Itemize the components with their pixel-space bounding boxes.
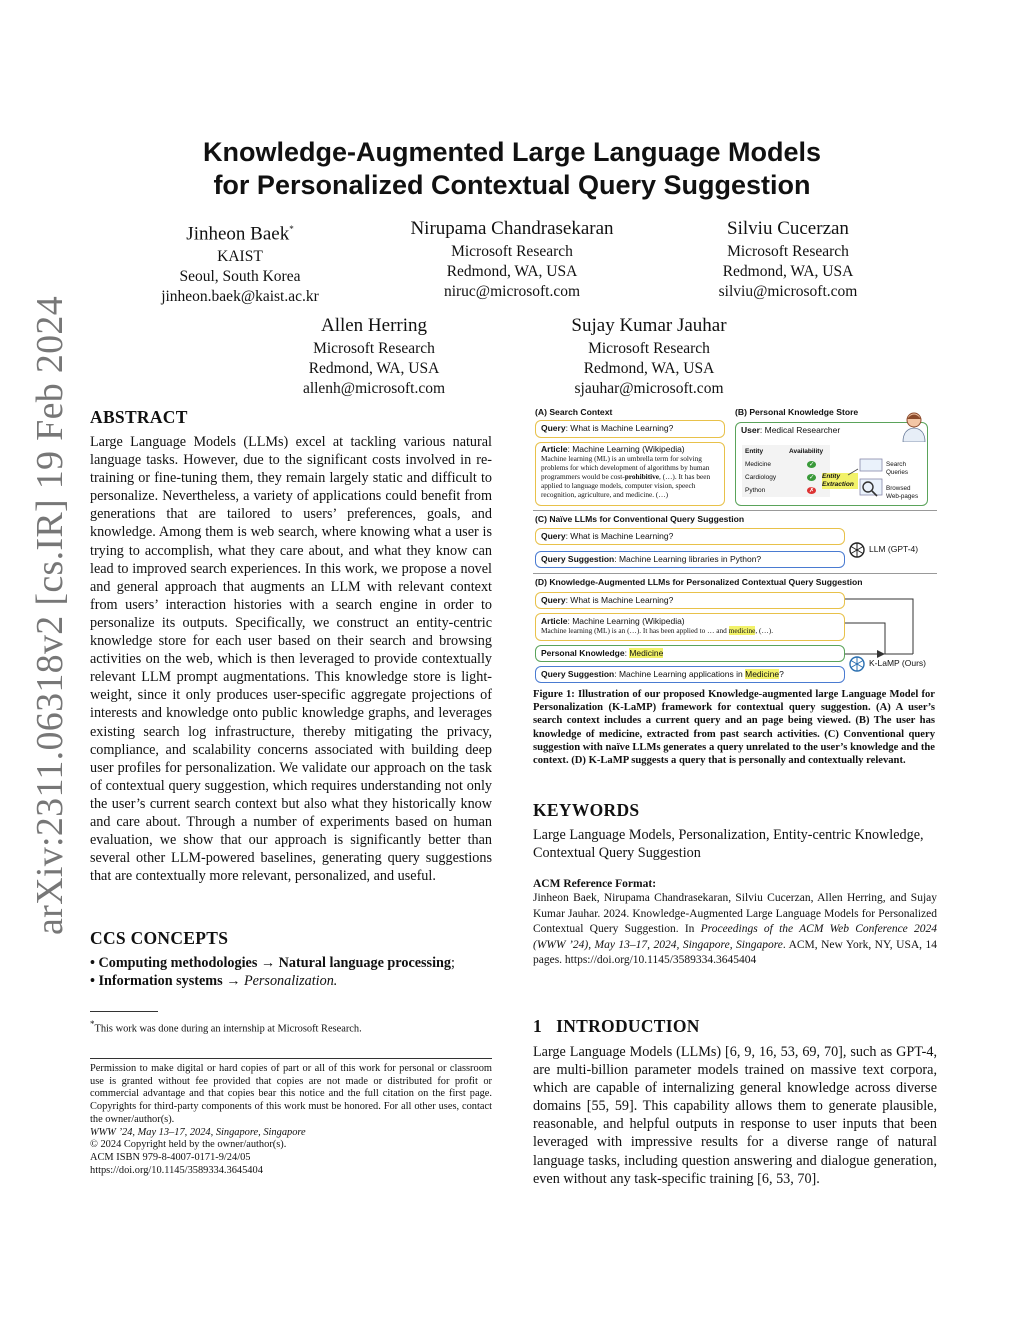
paper-title [120,136,904,202]
ccs-arrow: → [226,973,241,989]
venue-line: WWW ’24, May 13–17, 2024, Singapore, Singapore [90,1126,306,1138]
query-box [535,528,845,545]
query-text: : What is Machine Learning? [565,595,674,605]
author-email[interactable]: allenh@microsoft.com [302,380,446,397]
permission-rule [90,1058,492,1059]
article-body: Machine learning (ML) is an umbrella term for solving problems for which development of algorithms by human programmers would be cost- [541,454,710,481]
section-b-label: (B) Personal Knowledge Store [735,407,859,417]
author-location: Seoul, South Korea [179,268,301,286]
article-end: , (…). It has been applied to language models, computer vision, speech recognition, agriculture, and medicine. (…) [541,472,711,499]
section-a-label: (A) Search Context [535,407,613,417]
title-line-1: Knowledge-Augmented Large Language Models [202,137,822,167]
personal-knowledge-box: Personal Knowledge: Medicine [535,645,845,662]
article-end: , (…). [755,626,774,635]
ccs-concept-1: • Computing methodologies [90,955,258,971]
author-block [549,313,749,399]
query-label: Query [541,531,566,541]
ccs-concept [90,954,500,972]
author-location: Redmond, WA, USA [583,360,715,377]
ccs-concept-2: • Information systems [90,973,223,989]
article-label: Article [541,444,568,454]
author-name: Sujay Kumar Jauhar [571,315,727,336]
knowledge-table [742,445,830,497]
kb-col-entity: Entity [745,448,764,455]
kb-row-entity: Medicine [745,461,772,468]
query-label: Query [541,595,566,605]
abstract-text: Large Language Models (LLMs) excel at tackling various natural language tasks. However, due to the significant costs involved in re-training or fine-tuning them, they remain largely static and difficult to personalize. Nevertheless, a variety of applications could benefit from generations that are tailored to users’ preferences, goals, and knowledge. Among them is web search, where knowing what a user is trying to accomplish, what they care about, and what they know can lead to improved search experiences. In this work, we propose a novel and general approach that augments an LLM with relevant context from users’ interaction histories with a search engine in order to personalize its outputs. Specifically, we construct an entity-centric knowledge store for each user based on their search and browsing activities on the web, which is then leveraged to provide contextually relevant LLM prompt augmentations. This knowledge store is light-weight, since it only produces user-specific aggregate projections of interests and knowledge onto public knowledge graphs, and leverages existing search log infrastructure, thereby mitigating the privacy, compliance, and scalability concerns associated with building deep user profiles for personalization. We validate our approach on the task of contextual query suggestion, which requires understanding not only the user’s current search context but also what they historically know and care about. Through a number of experiments based on human evaluation, we show that our approach is significantly better than several other LLM-powered baselines, generating query suggestions that are contextually more relevant, personalized, and useful. [90,434,492,885]
kb-row-entity: Cardiology [745,474,777,481]
llm-label: LLM (GPT-4) [869,544,919,554]
query-text: : What is Machine Learning? [565,423,674,433]
openai-logo-icon [847,654,867,674]
author-location: Redmond, WA, USA [722,263,854,280]
author-affiliation: KAIST [217,248,263,266]
query-suggestion-text: : Machine Learning libraries in Python? [614,554,762,564]
kb-row-entity: Python [745,487,766,494]
keywords-heading: KEYWORDS [533,800,640,820]
article-title: : Machine Learning (Wikipedia) [567,444,685,454]
author-affiliation: Microsoft Research [588,340,710,357]
search-queries-label: Search Queries [886,461,909,476]
query-suggestion-label: Query Suggestion [541,669,615,679]
author-name: Jinheon Baek [186,223,290,245]
arxiv-stamp: arXiv:2311.06318v2 [cs.IR] 19 Feb 2024 [29,295,71,935]
personal-knowledge-value: Medicine [629,648,664,658]
query-suggestion-highlight: Medicine [745,669,780,679]
user-label: User [741,425,760,435]
article-title: : Machine Learning (Wikipedia) [567,616,685,626]
query-text: : What is Machine Learning? [565,531,674,541]
query-suggestion-box [535,551,845,568]
author-block [274,313,474,399]
author-block [140,216,340,307]
query-label: Query [541,423,566,433]
divider [533,573,937,574]
intro-heading-text: INTRODUCTION [556,1016,700,1036]
abstract-heading: ABSTRACT [90,407,188,427]
author-email[interactable]: niruc@microsoft.com [443,283,581,300]
intro-heading [533,1017,700,1035]
query-suggestion-text: : Machine Learning applications in [614,669,746,679]
author-name: Nirupama Chandrasekaran [410,218,614,239]
author-location: Redmond, WA, USA [308,360,440,377]
copyright-line: © 2024 Copyright held by the owner/author(s). [90,1139,287,1151]
researcher-avatar-icon [899,410,929,442]
acm-ref-part-1: Jinheon Baek, Nirupama Chandrasekaran, Silviu Cucerzan, Allen Herring, and Sujay Kumar Jauhar. 2024. Knowledge-Augmented Large Language Models for Personalized Contextual Query Suggestion. In [533,892,937,936]
author-affiliation: Microsoft Research [313,340,435,357]
cross-icon: ✗ [809,487,815,494]
acm-ref-italic: Proceedings of the ACM Web Conference 2024 (WWW ’24), May 13–17, 2024, Singapore, Singapore [533,923,938,951]
keywords-text: Large Language Models, Personalization, Entity-centric Knowledge, Contextual Query Suggestion [533,827,924,862]
article-box [535,613,845,641]
acm-ref-part-2: . ACM, New York, NY, USA, 14 pages. https://doi.org/10.1145/3589334.3645404 [533,938,937,967]
figure-caption: Figure 1: Illustration of our proposed Knowledge-augmented large Language Model for Personalization (K-LaMP) framework for contextual query suggestion. (A) A user’s search context includes a current query and an page being viewed. (B) The user has knowledge of medicine, extracted from past search activities. (C) Conventional query suggestion with naïve LLMs generates a query unrelated to the user’s knowledge and the context. (D) K-LaMP suggests a query that is personally and contextually relevant. [533,689,935,767]
query-suggestion-label: Query Suggestion [541,554,615,564]
author-affiliation: Microsoft Research [727,243,849,260]
article-highlight: medicine [728,626,756,635]
article-body: Machine learning (ML) is an (…). It has been applied to … and [541,626,729,635]
acm-ref-text [533,891,937,969]
permission-block [90,1063,492,1177]
article-label: Article [541,616,568,626]
klamp-label: K-LaMP (Ours) [869,658,926,668]
query-box [535,420,725,438]
browsed-pages-label: Browsed Web-pages [886,485,919,500]
author-name: Allen Herring [320,315,428,336]
section-d-label: (D) Knowledge-Augmented LLMs for Personalized Contextual Query Suggestion [535,577,863,587]
section-c-label: (C) Naïve LLMs for Conventional Query Suggestion [535,514,745,524]
check-icon: ✓ [809,461,815,468]
intro-number: 1 [533,1016,543,1036]
article-box [535,442,725,506]
footnote-rule [90,1011,158,1012]
personal-knowledge-label: Personal Knowledge [541,648,625,658]
figure-1 [533,406,937,682]
footnote [90,1018,492,1036]
article-bold: prohibitive [624,472,660,481]
query-box [535,592,845,609]
ccs-concept-2-sub: Personalization. [243,973,338,989]
author-name: Silviu Cucerzan [727,218,849,239]
isbn-line: ACM ISBN 979-8-4007-0171-9/24/05 [90,1151,251,1163]
author-location: Redmond, WA, USA [446,263,578,280]
footnote-mark: * [90,1019,95,1029]
permission-text: Permission to make digital or hard copies of part or all of this work for personal or classroom use is granted without fee provided that copies are not made or distributed for profit or commercial advantage and that copies bear this notice and the full citation on the first page. Copyrights for third-party components of this work must be honored. For all other uses, contact the owner/author(s). [90,1063,492,1125]
author-email[interactable]: silviu@microsoft.com [718,283,858,300]
author-mark: * [289,224,294,234]
footnote-text: This work was done during an internship at Microsoft Research. [94,1023,362,1035]
ccs-sep: ; [451,955,455,971]
author-email[interactable]: sjauhar@microsoft.com [574,380,724,397]
check-icon: ✓ [809,474,815,481]
query-suggestion-end: ? [779,669,784,679]
divider [533,510,937,511]
ccs-heading: CCS CONCEPTS [90,928,229,948]
entity-extraction-label: Entity Extraction [822,473,858,489]
openai-logo-icon [847,540,867,560]
author-email[interactable]: jinheon.baek@kaist.ac.kr [161,288,319,306]
ccs-concept [90,972,500,990]
user-text: : Medical Researcher [759,425,841,435]
author-block [392,216,632,302]
author-block [688,216,888,302]
kb-col-availability: Availability [789,448,824,455]
search-magnifier-icon [846,457,886,499]
acm-ref-heading: ACM Reference Format: [533,878,657,890]
ccs-concept-1-sub: → Natural language processing [260,955,452,971]
intro-text: Large Language Models (LLMs) [6, 9, 16, 53, 69, 70], such as GPT-4, are multi-billion parameter models trained on massive text corpora, which are capable of internalizing general knowledge across diverse domains [55, 59]. This capability allows them to generate plausible, reasonable, and helpful outputs in response to user inputs that been leveraged with impressive results for a diverse range of natural language tasks, including question answering and dialogue generation, even without any task-specific training [6, 53, 70]. [533,1044,937,1187]
doi-link[interactable]: https://doi.org/10.1145/3589334.3645404 [90,1164,263,1176]
query-suggestion-box [535,666,845,683]
author-affiliation: Microsoft Research [451,243,573,260]
title-line-2: for Personalized Contextual Query Suggestion [213,170,811,200]
